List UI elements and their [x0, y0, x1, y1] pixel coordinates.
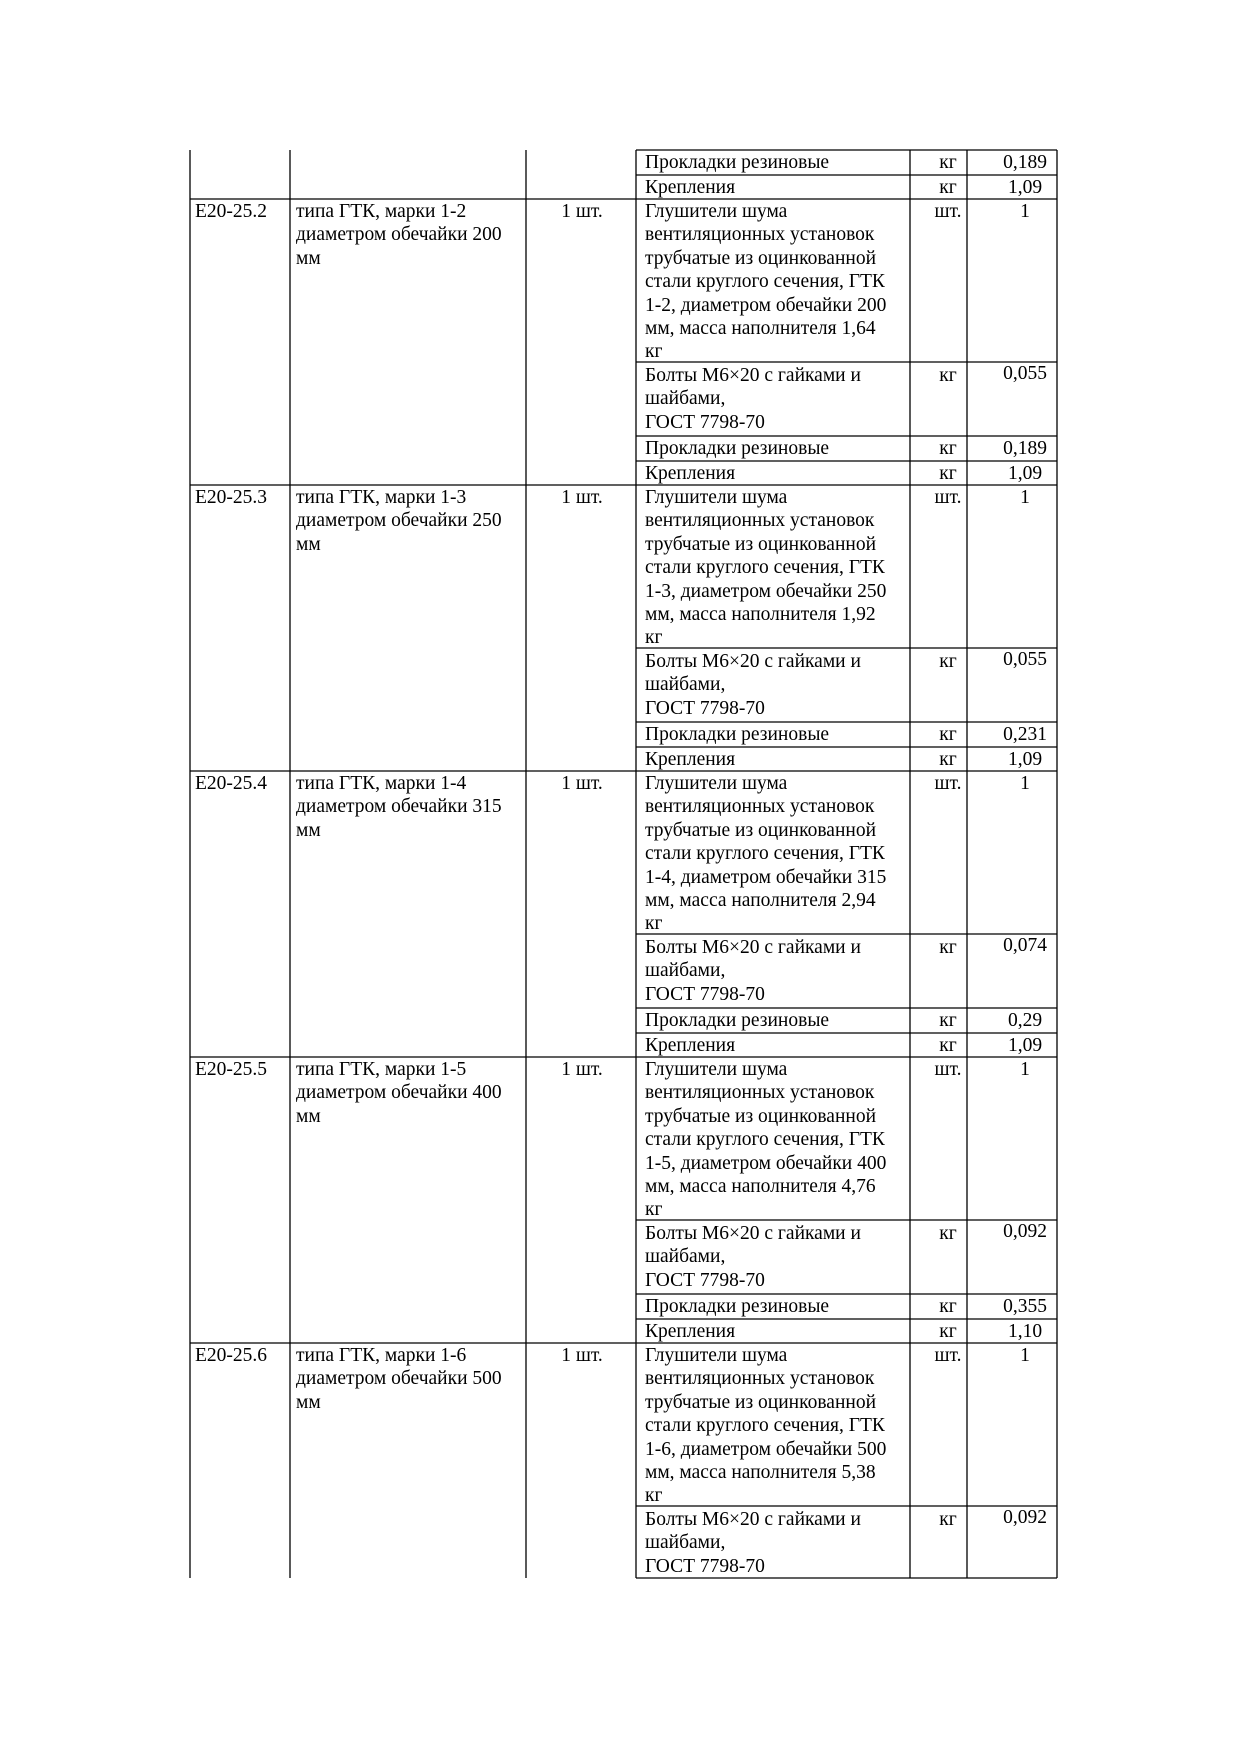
item-name: типа ГТК, марки 1-6 диаметром обечайки 500 мм: [296, 1345, 502, 1413]
material-name: Глушители шума вентиляционных установок трубчатые из оцинкованной стали круглого сечения, ГТК 1-5, диаметром обечайки 400 мм, масса наполнителя 4,76 кг: [645, 1059, 887, 1221]
material-value: 0,231: [1003, 724, 1047, 745]
material-value: 1,09: [1007, 463, 1043, 484]
material-value: 1: [1020, 1345, 1030, 1366]
material-unit: шт.: [934, 1345, 962, 1366]
material-unit: кг: [939, 749, 957, 770]
material-name: Болты М6×20 с гайками и шайбами, ГОСТ 7798-70: [645, 365, 861, 433]
item-code: Е20-25.3: [195, 487, 268, 508]
item-code: Е20-25.6: [195, 1345, 268, 1366]
material-name: Глушители шума вентиляционных установок трубчатые из оцинкованной стали круглого сечения, ГТК 1-2, диаметром обечайки 200 мм, масса наполнителя 1,64 кг: [645, 201, 887, 363]
material-value: 1: [1020, 487, 1030, 508]
item-qty: 1 шт.: [561, 201, 603, 222]
item-code: Е20-25.2: [195, 201, 268, 222]
material-unit: кг: [939, 177, 957, 198]
material-name: Крепления: [645, 177, 736, 198]
material-value: 1,10: [1007, 1321, 1043, 1342]
material-value: 0,355: [1003, 1296, 1047, 1317]
material-unit: кг: [939, 1010, 957, 1031]
material-name: Крепления: [645, 1035, 736, 1056]
material-name: Глушители шума вентиляционных установок трубчатые из оцинкованной стали круглого сечения, ГТК 1-6, диаметром обечайки 500 мм, масса наполнителя 5,38 кг: [645, 1345, 887, 1507]
material-unit: кг: [939, 1321, 957, 1342]
item-name: типа ГТК, марки 1-2 диаметром обечайки 200 мм: [296, 201, 502, 269]
item-qty: 1 шт.: [561, 1345, 603, 1366]
material-unit: кг: [939, 365, 957, 386]
material-name: Прокладки резиновые: [645, 152, 830, 173]
material-unit: кг: [939, 438, 957, 459]
material-name: Болты М6×20 с гайками и шайбами, ГОСТ 7798-70: [645, 1509, 861, 1577]
material-unit: кг: [939, 1035, 957, 1056]
material-unit: шт.: [934, 487, 962, 508]
item-qty: 1 шт.: [561, 773, 603, 794]
material-name: Прокладки резиновые: [645, 438, 830, 459]
material-name: Прокладки резиновые: [645, 1010, 830, 1031]
material-name: Крепления: [645, 1321, 736, 1342]
material-unit: шт.: [934, 1059, 962, 1080]
material-unit: шт.: [934, 201, 962, 222]
material-value: 1: [1020, 773, 1030, 794]
material-unit: кг: [939, 651, 957, 672]
material-value: 0,189: [1003, 438, 1047, 459]
material-name: Прокладки резиновые: [645, 724, 830, 745]
item-code: Е20-25.4: [195, 773, 268, 794]
material-unit: кг: [939, 152, 957, 173]
material-name: Болты М6×20 с гайками и шайбами, ГОСТ 7798-70: [645, 937, 861, 1005]
material-value: 1,09: [1007, 1035, 1043, 1056]
material-unit: кг: [939, 724, 957, 745]
material-unit: кг: [939, 1296, 957, 1317]
material-value: 0,074: [1003, 935, 1047, 956]
material-name: Прокладки резиновые: [645, 1296, 830, 1317]
material-unit: кг: [939, 1509, 957, 1530]
material-unit: шт.: [934, 773, 962, 794]
item-qty: 1 шт.: [561, 1059, 603, 1080]
material-unit: кг: [939, 937, 957, 958]
material-unit: кг: [939, 1223, 957, 1244]
material-name: Крепления: [645, 749, 736, 770]
material-name: Крепления: [645, 463, 736, 484]
material-name: Болты М6×20 с гайками и шайбами, ГОСТ 7798-70: [645, 1223, 861, 1291]
material-value: 0,092: [1003, 1507, 1047, 1528]
item-name: типа ГТК, марки 1-5 диаметром обечайки 400 мм: [296, 1059, 502, 1127]
material-value: 0,092: [1003, 1221, 1047, 1242]
material-value: 1: [1020, 1059, 1030, 1080]
item-code: Е20-25.5: [195, 1059, 268, 1080]
material-name: Глушители шума вентиляционных установок трубчатые из оцинкованной стали круглого сечения, ГТК 1-3, диаметром обечайки 250 мм, масса наполнителя 1,92 кг: [645, 487, 887, 649]
material-unit: кг: [939, 463, 957, 484]
material-value: 0,29: [1007, 1010, 1043, 1031]
material-name: Болты М6×20 с гайками и шайбами, ГОСТ 7798-70: [645, 651, 861, 719]
material-value: 1,09: [1007, 749, 1043, 770]
material-value: 1: [1020, 201, 1030, 222]
material-value: 0,189: [1003, 152, 1047, 173]
material-name: Глушители шума вентиляционных установок трубчатые из оцинкованной стали круглого сечения, ГТК 1-4, диаметром обечайки 315 мм, масса наполнителя 2,94 кг: [645, 773, 887, 935]
material-value: 1,09: [1007, 177, 1043, 198]
material-value: 0,055: [1003, 649, 1047, 670]
item-name: типа ГТК, марки 1-4 диаметром обечайки 315 мм: [296, 773, 502, 841]
item-qty: 1 шт.: [561, 487, 603, 508]
item-name: типа ГТК, марки 1-3 диаметром обечайки 250 мм: [296, 487, 502, 555]
material-value: 0,055: [1003, 363, 1047, 384]
